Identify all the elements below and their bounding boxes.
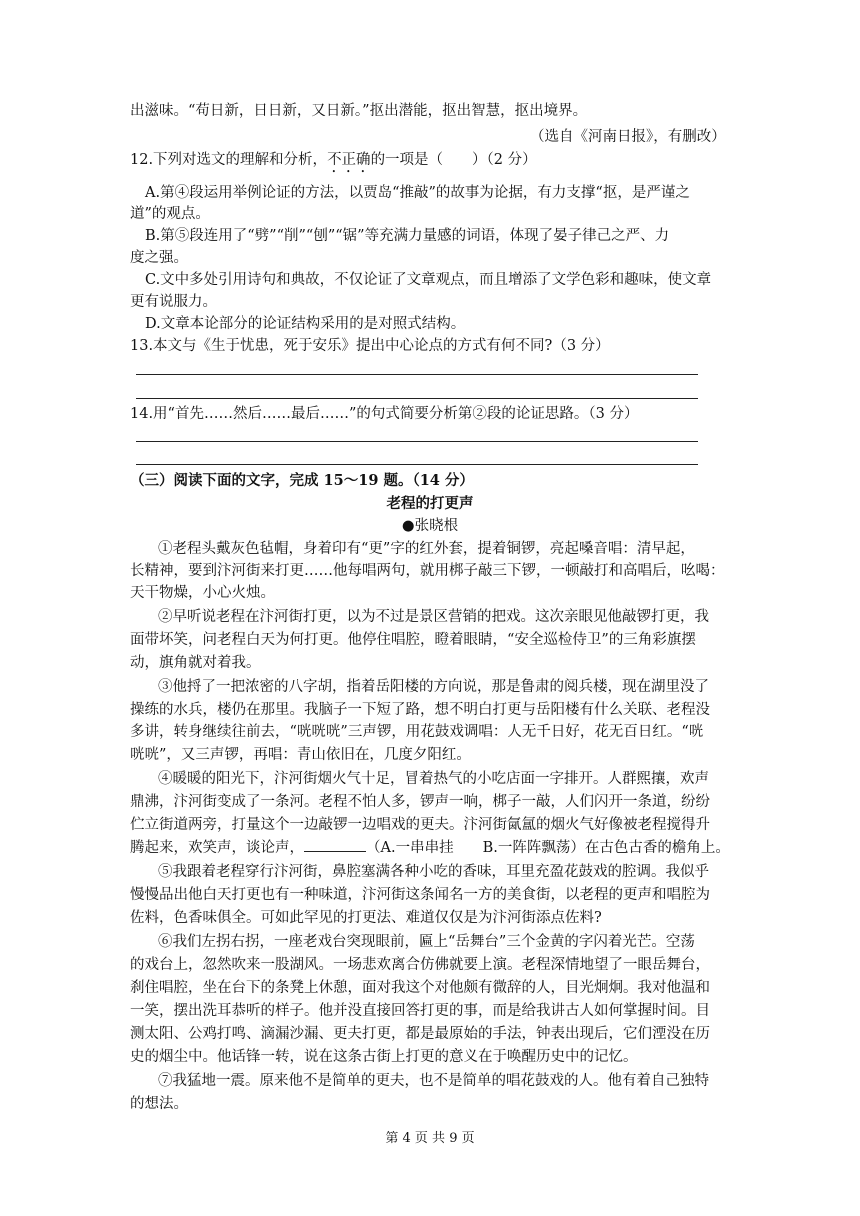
- paragraph-line: 的想法。: [130, 1096, 188, 1112]
- page-footer: 第 4 页 共 9 页: [385, 1131, 475, 1146]
- paragraph-line: 佐料，色香味俱全。可如此罕见的打更法、难道仅仅是为汴河街添点佐料?: [130, 910, 602, 926]
- fill-in-blank[interactable]: [304, 837, 366, 852]
- paragraph-line: 咣咣”，又三声锣，再唱：青山依旧在，几度夕阳红。: [130, 747, 471, 763]
- paragraph-line: 面带坏笑，问老程白天为何打更。他停住唱腔，瞪着眼睛，“安全巡检侍卫”的三角彩旗摆: [130, 632, 696, 648]
- blank-options: （A.一串串挂 B.一阵阵飘荡）在古色古香的檐角上。: [366, 840, 730, 856]
- q12-option-b-cont: 度之强。: [130, 250, 188, 266]
- q12-option-d: D.文章本论部分的论证结构采用的是对照式结构。: [145, 316, 466, 332]
- q12-emphasis: 不正确: [327, 152, 371, 168]
- paragraph-line: 多讲，转身继续往前去，“咣咣咣”三声锣，用花鼓戏调唱：人无千日好，花无百日红。“咣: [130, 724, 704, 740]
- paragraph-line: 动，旗角就对着我。: [130, 655, 261, 671]
- paragraph-line: 慢慢品出他白天打更也有一种味道，汴河街这条闻名一方的美食街，以老程的更声和唱腔为: [130, 887, 710, 903]
- question-12-stem: [130, 149, 537, 176]
- paragraph-line: 伫立街道两旁，打量这个一边敲锣一边唱戏的更夫。汴河街氤氲的烟火气好像被老程搅得升: [130, 817, 710, 833]
- q12-option-c-cont: 更有说服力。: [130, 294, 217, 310]
- q12-option-c: C.文中多处引用诗句和典故，不仅论证了文章观点，而且增添了文学色彩和趣味，使文章: [145, 272, 712, 288]
- paragraph-line: 的戏台上，忽然吹来一股湖风。一场悲欢离合仿佛就要上演。老程深情地望了一眼岳舞台，: [130, 957, 710, 973]
- blank-prefix: 腾起来，欢笑声，谈论声，: [130, 840, 304, 856]
- paragraph-line: ⑦我猛地一震。原来他不是简单的更夫，也不是简单的唱花鼓戏的人。他有着自己独特: [158, 1073, 709, 1089]
- paragraph-line: 天干物燥，小心火烛。: [130, 585, 275, 601]
- paragraph-line: ⑥我们左拐右拐，一座老戏台突现眼前，匾上“岳舞台”三个金黄的字闪着光芒。空荡: [158, 934, 695, 950]
- q12-suffix: 的一项是（ ）（2 分）: [370, 152, 537, 168]
- q12-option-b: B.第⑤段连用了“劈”“削”“刨”“锯”等充满力量感的词语，体现了晏子律己之严、力: [145, 228, 670, 244]
- q12-option-a: A.第④段运用举例论证的方法，以贾岛“推敲”的故事为论据，有力支撑“抠，是严谨之: [145, 185, 690, 201]
- paragraph-line: 长精神，要到汴河街来打更……他每唱两句，就用梆子敲三下锣，一顿敲打和高唱后，吆喝：: [130, 563, 725, 579]
- paragraph-line: ⑤我跟着老程穿行汴河街，鼻腔塞满各种小吃的香味，耳里充盈花鼓戏的腔调。我似乎: [158, 864, 709, 880]
- answer-line[interactable]: [136, 374, 698, 375]
- paragraph-line: 一笑，摆出洗耳恭听的样子。他并没直接回答打更的事，而是给我讲古人如何掌握时间。目: [130, 1003, 710, 1019]
- paragraph-line: 测太阳、公鸡打鸣、滴漏沙漏、更夫打更，都是最原始的手法，钟表出现后，它们湮没在历: [130, 1026, 710, 1042]
- paragraph-line: 鼎沸，汴河街变成了一条河。老程不怕人多，锣声一响，梆子一敲，人们闪开一条道，纷纷: [130, 794, 710, 810]
- paragraph-line: ④暖暖的阳光下，汴河街烟火气十足，冒着热气的小吃店面一字排开。人群熙攘，欢声: [158, 771, 709, 787]
- q12-option-a-cont: 道”的观点。: [130, 206, 210, 222]
- q12-prefix: 12.下列对选文的理解和分析，: [130, 152, 328, 168]
- paragraph-line: 刹住唱腔，坐在台下的条凳上休憩，面对我这个对他颇有微辞的人，目光炯炯。我对他温和: [130, 980, 710, 996]
- article-title: 老程的打更声: [386, 496, 474, 512]
- paragraph-line: ①老程头戴灰色毡帽，身着印有“更”字的红外套，提着铜锣，亮起嗓音唱：清早起，: [158, 541, 695, 557]
- answer-line[interactable]: [136, 464, 698, 465]
- paragraph-line-with-blank: [130, 837, 730, 859]
- answer-line[interactable]: [136, 398, 698, 399]
- paragraph-line: ③他捋了一把浓密的八字胡，指着岳阳楼的方向说，那是鲁肃的阅兵楼，现在湖里没了: [158, 679, 709, 695]
- passage-ending-line: 出滋味。“苟日新，日日新，又日新。”抠出潜能，抠出智慧，抠出境界。: [130, 103, 588, 119]
- paragraph-line: 史的烟尘中。他话锋一转，说在这条古街上打更的意义在于唤醒历史中的记忆。: [130, 1049, 638, 1065]
- question-14: 14.用“首先……然后……最后……”的句式简要分析第②段的论证思路。（3 分）: [130, 406, 639, 422]
- paragraph-line: ②早听说老程在汴河街打更，以为不过是景区营销的把戏。这次亲眼见他敲锣打更，我: [158, 609, 709, 625]
- source-note: （选自《河南日报》，有删改）: [530, 129, 726, 145]
- article-author: ●张晓根: [401, 518, 459, 534]
- paragraph-line: 操练的水兵，楼仍在那里。我脑子一下短了路，想不明白打更与岳阳楼有什么关联、老程没: [130, 702, 710, 718]
- question-13: 13.本文与《生于忧患，死于安乐》提出中心论点的方式有何不同?（3 分）: [130, 338, 610, 354]
- answer-line[interactable]: [136, 441, 698, 442]
- section-heading: （三）阅读下面的文字，完成 15～19 题。（14 分）: [130, 472, 474, 489]
